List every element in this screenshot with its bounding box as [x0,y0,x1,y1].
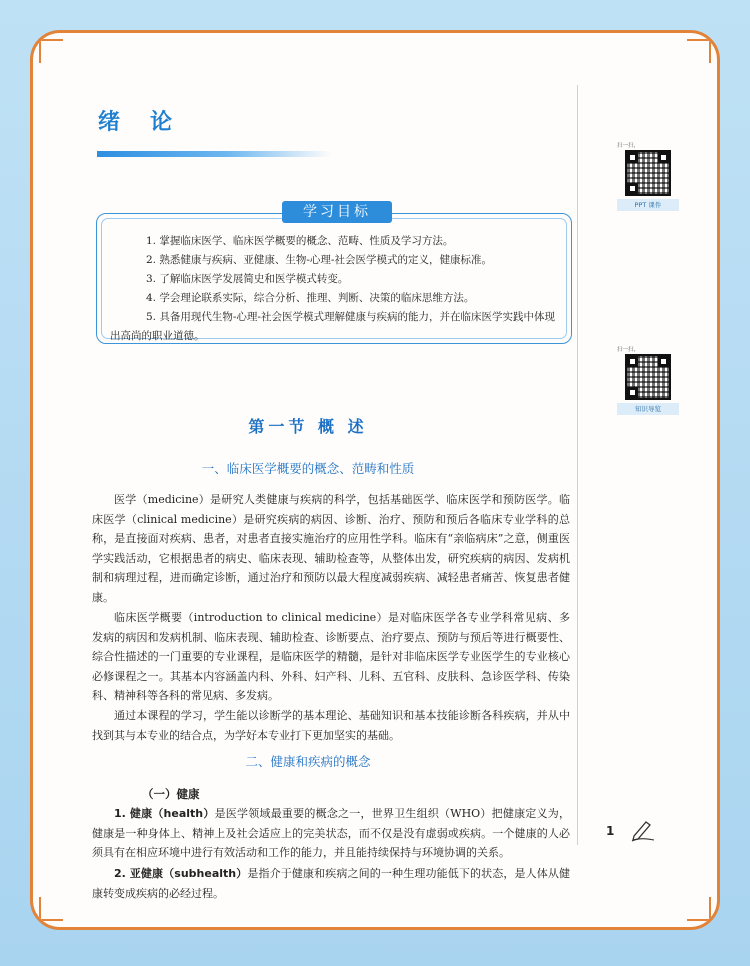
corner-ornament [39,897,63,921]
qr-code-icon[interactable] [625,150,671,196]
qr-code-icon[interactable] [625,354,671,400]
qr-tag-ppt: PPT 课件 [617,199,679,211]
qr-ppt-block[interactable] [617,141,679,211]
qr-tag-knowledge: 知识导览 [617,403,679,415]
qr-caption: 扫一扫， [617,143,640,149]
goal-item: 1. 掌握临床医学、临床医学概要的概念、范畴、性质及学习方法。 [146,235,454,247]
paragraph: 医学（medicine）是研究人类健康与疾病的科学，包括基础医学、临床医学和预防医学。临床医学（clinical medicine）是研究疾病的病因、诊断、治疗、预防和预后各临床专业学科的总称，是直接面对疾病、患者，对患者直接实施治疗的应用性学科。临床有“亲临病床”之意，侧重医学实践活动，它根据患者的病史、临床表现、辅助检查等，从整体出发，研究疾病的病因、发病机制和病理过程，进而确定诊断，通过治疗和预防以最大程度减弱疾病、减轻患者痛苦、恢复患者健康。 [92,493,570,604]
goal-item: 4. 学会理论联系实际，综合分析、推理、判断、决策的临床思维方法。 [146,292,475,304]
qr-knowledge-block[interactable] [617,345,679,415]
term-subhealth: 2. 亚健康（subhealth） [114,867,248,880]
subheading-health: （一）健康 [142,787,200,801]
paragraph: 临床医学概要（introduction to clinical medicine）是对临床医学各专业学科常见病、多发病的病因和发病机制、临床表现、辅助检查、诊断要点、治疗要点、预防与预后等进行概要性、综合性描述的一门重要的专业课程，是临床医学的精髓，是针对非临床医学专业医学生的专业核心必修课程之一。其基本内容涵盖内科、外科、妇产科、儿科、五官科、皮肤科、急诊医学科、传染科、精神科等各科的常见病、多发病。 [92,611,570,702]
health-definition: 1. 健康（health）是医学领域最重要的概念之一，世界卫生组织（WHO）把健康定义为，健康是一种身体上、精神上及社会适应上的完美状态，而不仅是没有虚弱或疾病。一个健康的人必须具有在相应环境中进行有效活动和工作的能力，并且能持续保持与环境协调的关系。 [92,807,570,859]
pen-note-icon [630,818,656,842]
page-number: 1 [606,824,615,838]
learning-goals-header: 学习目标 [282,201,392,223]
chapter-title: 绪论 [98,110,203,135]
goal-item: 5. 具备用现代生物-心理-社会医学模式理解健康与疾病的能力，并在临床医学实践中体现出高尚的职业道德。 [110,311,555,342]
subsection-title-1: 一、临床医学概要的概念、范畴和性质 [201,461,415,476]
title-underline [97,151,332,157]
paragraph: 通过本课程的学习，学生能以诊断学的基本理论、基础知识和基本技能诊断各科疾病，并从中找到其与本专业的结合点，为学好本专业打下更加坚实的基础。 [92,709,570,742]
subsection-title-2: 二、健康和疾病的概念 [245,754,371,769]
subhealth-definition: 2. 亚健康（subhealth）是指介于健康和疾病之间的一种生理功能低下的状态，是人体从健康转变成疾病的必经过程。 [92,867,570,900]
qr-caption: 扫一扫， [617,347,640,353]
corner-ornament [687,897,711,921]
term-health: 1. 健康（health） [114,807,215,820]
corner-ornament [687,39,711,63]
section-title: 第一节 概 述 [248,417,368,436]
goal-item: 2. 熟悉健康与疾病、亚健康、生物-心理-社会医学模式的定义，健康标准。 [146,254,492,266]
corner-ornament [39,39,63,63]
learning-goals-list [110,232,562,346]
goal-item: 3. 了解临床医学发展简史和医学模式转变。 [146,273,349,285]
